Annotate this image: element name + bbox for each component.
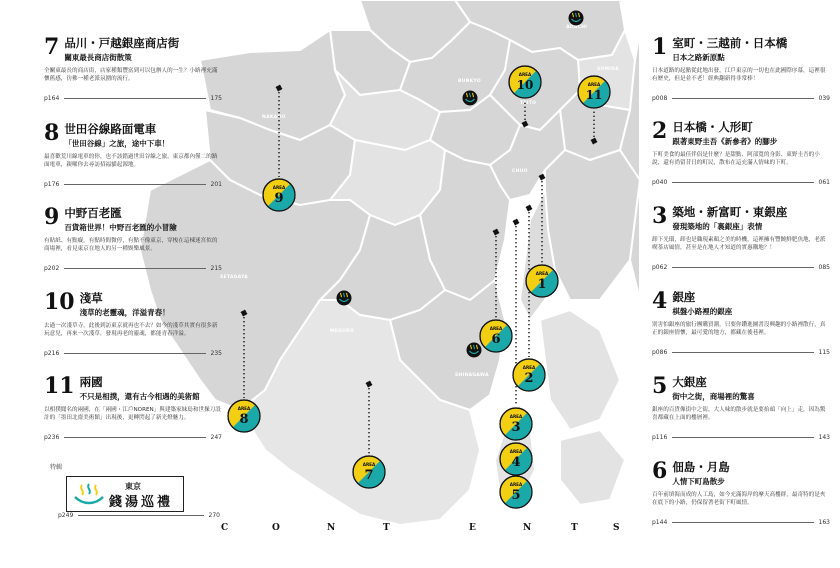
area-number: 2 [524, 371, 534, 386]
area-word: AREA [518, 72, 532, 77]
label-bunkyo: BUNKYO [458, 79, 482, 84]
page-rule [672, 267, 813, 268]
island-bay-2 [560, 430, 625, 505]
entry-page-start: p164 [44, 95, 60, 102]
entry-number: 5 [652, 373, 668, 399]
entry-title: 中野百老匯 [64, 206, 122, 220]
contents-entry[interactable] [44, 122, 222, 188]
page-rule [64, 353, 205, 354]
entry-subtitle: 人情下町島散步 [672, 477, 725, 486]
area-number: 3 [511, 420, 521, 435]
area-3-endpoint [513, 219, 518, 224]
special-feature-sento[interactable] [44, 459, 232, 521]
entry-title: 品川・戸越銀座商店街 [64, 36, 180, 50]
entry-subtitle: 發現築地的「裏銀座」表情 [672, 222, 763, 231]
contents-entry[interactable] [652, 36, 830, 102]
entry-page-end: 247 [210, 434, 222, 441]
area-number: 7 [364, 468, 374, 483]
area-number: 6 [491, 332, 501, 347]
entry-page-start: p086 [652, 349, 668, 356]
entry-number: 7 [44, 34, 60, 60]
special-tag: 特輯 [50, 464, 63, 471]
entry-description: 去過一次淺草寺，此後到訪東京就再也不去？如今的淺草其實有很多新玩意兒，再來一次淺草，發現再老的靈魂，都能青春洋溢。 [44, 323, 218, 338]
entry-title: 築地・新富町・東銀座 [672, 205, 788, 219]
page-rule [64, 184, 205, 185]
special-tokyo: 東京 [125, 482, 141, 491]
area-9-endpoint [276, 85, 281, 90]
entry-subtitle: 跟著東野圭吾《新參者》的腳步 [672, 137, 778, 146]
page-rule [64, 437, 205, 438]
contents-entry[interactable] [652, 460, 830, 526]
entry-description: 銀座的百貨像街中之街，大人味的散步就是要抬頭「向上」走，因為驚喜都藏在上面的樓層裡。 [652, 407, 826, 422]
entry-page-start: p236 [44, 434, 60, 441]
entry-description: 最喜歡荒川線電車的你，也不該錯過世田谷線之旅。東京都內僅二的路面電車，親暱你去尋訪招福貓起源地。 [44, 154, 218, 169]
entry-description: 以相撲聞名的兩國，在「兩國・江戶NOREN」與建築家妹島和世操刀設計的「墨田北齋美術館」出現後，更轉閃起了新光燈魅力。 [44, 407, 221, 422]
contents-letter: E [469, 523, 476, 533]
special-title: 錢湯巡禮 [109, 495, 174, 510]
area-1-pin[interactable] [526, 265, 558, 297]
entry-page-end: 235 [210, 350, 222, 357]
area-10-endpoint [522, 121, 527, 126]
area-number: 9 [274, 191, 284, 206]
contents-letter: O [272, 523, 280, 533]
contents-letter: T [383, 523, 390, 533]
area-2-endpoint [526, 205, 531, 210]
area-8-pin[interactable] [228, 400, 260, 432]
area-6-endpoint [493, 229, 498, 234]
entry-description: 日本道路的起點從此地出發，江戶東京的一切也在此國際序幕，這裡很有歷史，但是並不老！經典翻新得非常棒！ [652, 68, 826, 83]
area-11-endpoint [591, 138, 596, 143]
hot-spring-icon [337, 291, 352, 306]
area-number: 10 [516, 78, 534, 92]
entry-subtitle: 「世田谷線」之旅，途中下車！ [64, 139, 170, 148]
entry-description: 全關東最長的商店街，店家種類豐富到可以包辦人的一生？小路裡充滿懷舊感，彷佛一種老派氛圍的流行。 [44, 68, 218, 83]
ward-koto [545, 150, 640, 300]
area-word: AREA [362, 462, 376, 467]
area-10-pin[interactable] [509, 66, 541, 98]
entry-description: 別害怕銀座的旅行團購買潮，只要你鑽進圖書沒興趣的小路裡散行，真正的銀座情懷，最可愛的地方，都藏在後巷裡。 [652, 322, 826, 337]
entry-number: 3 [652, 203, 668, 229]
area-number: 11 [585, 88, 603, 102]
area-number: 4 [511, 455, 521, 470]
area-word: AREA [237, 406, 251, 411]
label-sumida: SUMIDA [597, 67, 620, 72]
contents-entry[interactable] [652, 205, 830, 271]
entry-page-start: p202 [44, 265, 60, 272]
entry-title: 銀座 [672, 290, 696, 304]
contents-entry[interactable] [44, 375, 222, 441]
label-adachi: ADACHI [566, 25, 588, 30]
entry-title: 兩國 [79, 375, 103, 389]
entry-number: 2 [652, 118, 668, 144]
entry-title: 佃島・月島 [672, 460, 730, 474]
label-setagaya: SETAGAYA [220, 275, 248, 280]
entry-page-end: 215 [210, 265, 222, 272]
page-rule [78, 515, 203, 516]
hot-spring-logo-icon [73, 483, 105, 507]
contents-letter: C [221, 523, 229, 533]
special-pages [58, 512, 220, 519]
page-rule [64, 98, 205, 99]
area-word: AREA [489, 326, 503, 331]
area-5-pin[interactable] [500, 476, 532, 508]
entry-subtitle: 不只是相撲，還有古今相遇的美術館 [79, 392, 200, 401]
entry-number: 4 [652, 288, 668, 314]
entry-page-start: p040 [652, 179, 668, 186]
entry-subtitle: 淺草的老靈魂，洋溢青春！ [79, 308, 170, 317]
entry-number: 8 [44, 120, 60, 146]
entry-page-end: 143 [818, 434, 830, 441]
area-2-pin[interactable] [513, 359, 545, 391]
label-chuo: CHUO [512, 169, 528, 174]
entry-page-start: p176 [44, 181, 60, 188]
page-rule [672, 182, 813, 183]
entry-subtitle: 棋盤小路裡的銀座 [672, 307, 733, 316]
area-7-endpoint [366, 381, 371, 386]
entry-subtitle: 街中之街，商場裡的驚喜 [672, 392, 755, 401]
page-rule [672, 437, 813, 438]
special-page-end: 270 [208, 512, 220, 519]
entry-description: 下町美食的最佳伴侶是什麼？是甜點、阿部寬的身影、東野圭吾的小說，還有尚留昔日的町民，散布在這充滿人情味的下町。 [652, 152, 820, 167]
area-6-pin[interactable] [480, 320, 512, 352]
entry-page-end: 201 [210, 181, 222, 188]
entry-subtitle: 百貨箱世界！中野百老匯的小冒險 [64, 223, 177, 232]
area-number: 8 [239, 412, 249, 427]
contents-letter: T [571, 523, 578, 533]
label-shinagawa: SHINAGAWA [455, 373, 489, 378]
entry-title: 大銀座 [672, 375, 707, 389]
page-rule [64, 268, 205, 269]
area-word: AREA [522, 365, 536, 370]
contents-entry[interactable] [652, 290, 830, 356]
entry-title: 淺草 [79, 291, 103, 305]
area-8-endpoint [241, 310, 246, 315]
area-1-endpoint [539, 174, 544, 179]
entry-number: 10 [44, 289, 75, 315]
entry-title: 世田谷線路面電車 [64, 122, 157, 136]
area-4-pin[interactable] [500, 443, 532, 475]
area-word: AREA [535, 271, 549, 276]
area-9-pin[interactable] [263, 179, 295, 211]
entry-subtitle: 日本之路新原點 [672, 53, 725, 62]
entry-page-start: p116 [652, 434, 668, 441]
page-rule [672, 98, 813, 99]
area-number: 5 [511, 488, 521, 503]
area-7-pin[interactable] [353, 456, 385, 488]
entry-description: 卸下光環，卸也是職現素顏之美的時機，這裡擁有豐饒鮮肥魚地，老派喫茶店風情，甚至是在地人才知道的實惠購地？！ [652, 237, 826, 252]
page-rule [672, 352, 813, 353]
entry-page-end: 175 [210, 95, 222, 102]
area-word: AREA [509, 482, 523, 487]
area-word: AREA [587, 82, 601, 87]
entry-number: 11 [44, 373, 75, 399]
contents-letter: S [613, 523, 620, 533]
area-word: AREA [509, 414, 523, 419]
hot-spring-icon [569, 11, 584, 26]
label-taito: TAITO [520, 101, 537, 106]
entry-page-end: 085 [818, 264, 830, 271]
hot-spring-icon [467, 343, 482, 358]
entry-page-end: 061 [818, 179, 830, 186]
entry-subtitle: 關東最長商店街散策 [64, 53, 132, 62]
entry-page-start: p216 [44, 350, 60, 357]
label-meguro: MEGURO [330, 329, 354, 334]
page-rule [672, 522, 813, 523]
special-page-start: p249 [58, 512, 74, 519]
entry-description: 有貼紙、有點癡，有點時間微停，有點不像東京，穿梭在這棟迷宮似的商場裡，看見東京在地人的另一種娛樂風景。 [44, 238, 218, 253]
area-11-pin[interactable] [578, 76, 610, 108]
area-number: 1 [537, 277, 547, 292]
entry-page-end: 163 [818, 519, 830, 526]
area-word: AREA [272, 185, 286, 190]
entry-page-end: 115 [818, 349, 830, 356]
island-bay-1 [540, 310, 620, 430]
contents-entry[interactable] [44, 206, 222, 272]
entry-number: 1 [652, 34, 668, 60]
sento-logo-box [66, 476, 184, 512]
contents-letter: N [523, 523, 532, 533]
area-word: AREA [509, 449, 523, 454]
entry-page-end: 039 [818, 95, 830, 102]
entry-title: 日本橋・人形町 [672, 120, 753, 134]
entry-page-start: p008 [652, 95, 668, 102]
hot-spring-icon [463, 91, 478, 106]
contents-entry[interactable] [652, 120, 830, 186]
area-3-pin[interactable] [500, 408, 532, 440]
entry-title: 室町・三越前・日本橋 [672, 36, 788, 50]
contents-entry[interactable] [652, 375, 830, 441]
label-nakano: NAKANO [262, 115, 286, 120]
contents-entry[interactable] [44, 36, 222, 102]
contents-letter: N [327, 523, 336, 533]
entry-page-start: p062 [652, 264, 668, 271]
entry-number: 9 [44, 204, 60, 230]
entry-page-start: p144 [652, 519, 668, 526]
entry-number: 6 [652, 458, 668, 484]
contents-entry[interactable] [44, 291, 222, 357]
entry-description: 百年前填海而成的人工島，如今充滿海岸的摩天高樓群，最奇特的是夾在底下的小路，仍保留著老街下町風情。 [652, 492, 826, 507]
